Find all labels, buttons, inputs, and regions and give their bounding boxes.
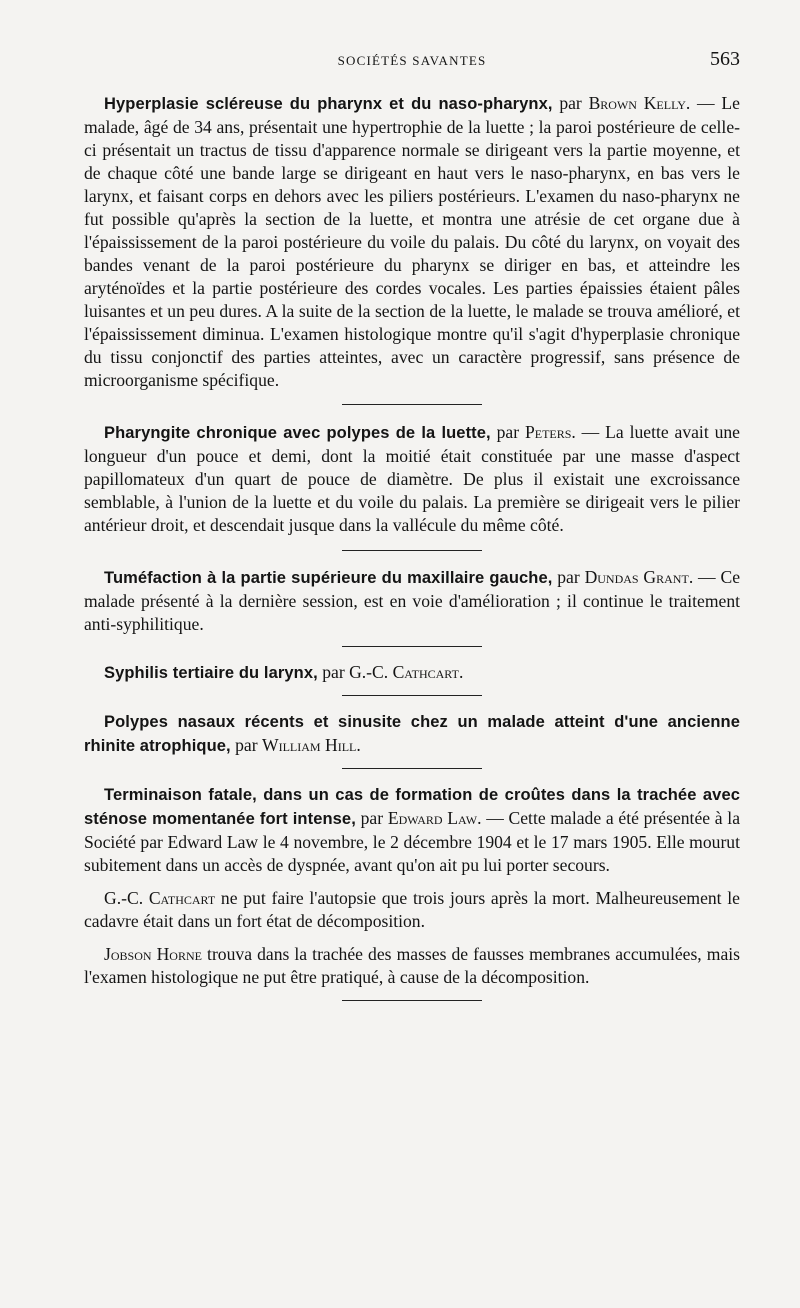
section-divider [342, 646, 482, 647]
section-paragraph [84, 661, 740, 685]
author-name: Brown Kelly [588, 93, 686, 113]
section-paragraph [84, 421, 740, 537]
by-text: par [490, 422, 525, 442]
section-body: . — Le malade, âgé de 34 ans, présentait une hypertrophie de la luette ; la paroi postérieure de celle-ci présentait un tractus de tissu d'apparence normale se dirigeant vers la partie moyenne, et de chaque côté une bande large se dirigeant en haut vers le naso-pharynx, en bas vers le larynx, et faisant corps en dehors avec les piliers postérieurs. L'examen du naso-pharynx ne fut possible qu'après la section de la luette, et montra une atrésie de cet organe due à l'épaississement de la paroi postérieure du voile du palais. Du côté du larynx, on voyait des bandes venant de la paroi postérieure du pharynx se diriger en bas, et atteindre les aryténoïdes et la partie postérieure des cordes vocales. Les parties épaissies étaient pâles luisantes et un peu dures. A la suite de la section de la luette, le malade se trouva amélioré, et l'épaississement diminua. L'examen histologique montre qu'il s'agit d'hyperplasie chronique du tissu conjonctif des parties atteintes, avec un caractère progressif, sans présence de microorganisme spécifique. [84, 93, 740, 390]
section-hyperplasie [84, 92, 740, 392]
section-divider [342, 550, 482, 551]
by-text: par [230, 735, 262, 755]
section-title: Syphilis tertiaire du larynx, [104, 664, 318, 682]
section-paragraph [84, 887, 740, 933]
section-polypes [84, 710, 740, 758]
section-paragraph [84, 783, 740, 877]
section-body: trouva dans la trachée des masses de fausses membranes accumulées, mais l'examen histologique ne put être pratiqué, à cause de la décomposition. [84, 944, 740, 987]
section-divider [342, 768, 482, 769]
by-text: par [355, 808, 388, 828]
author-name: Edward Law [387, 808, 478, 828]
section-body: . [356, 735, 361, 755]
author-name: Peters [524, 422, 572, 442]
author-name: G.-C. Cathcart [104, 888, 216, 908]
section-body: . — Cette malade a été présentée à la Société par Edward Law le 4 novembre, le 2 décembre 1904 et le 17 mars 1905. Elle mourut subitement dans un accès de dyspnée, avant qu'on ait pu lui porter secours. [84, 808, 741, 875]
section-title: Hyperplasie scléreuse du pharynx et du naso-pharynx, [104, 95, 553, 113]
author-name: G.-C. Cathcart [349, 662, 459, 682]
section-title: Polypes nasaux récents et sinusite chez un malade atteint d'une ancienne rhinite atrophique, [84, 713, 740, 755]
author-name: Dundas Grant [584, 567, 689, 587]
section-paragraph [84, 943, 740, 989]
section-paragraph [84, 566, 740, 636]
page-number: 563 [710, 48, 740, 70]
section-divider [342, 695, 482, 696]
section-title: Tuméfaction à la partie supérieure du maxillaire gauche, [104, 569, 553, 587]
by-text: par [552, 93, 589, 113]
page-content [84, 92, 740, 1001]
section-divider [342, 1000, 482, 1001]
page-header [84, 48, 740, 78]
author-name: Jobson Horne [104, 944, 202, 964]
by-text: par [317, 662, 350, 682]
section-body: ne put faire l'autopsie que trois jours après la mort. Malheureusement le cadavre était dans un fort état de décomposition. [84, 888, 740, 931]
section-tumefaction [84, 566, 740, 636]
section-body: . — Ce malade présenté à la dernière session, est en voie d'amélioration ; il continue le traitement anti-syphilitique. [84, 567, 740, 634]
by-text: par [552, 567, 585, 587]
section-paragraph [84, 710, 740, 758]
section-pharyngite [84, 421, 740, 537]
section-syphilis [84, 661, 740, 685]
section-paragraph [84, 92, 740, 392]
section-body: . [458, 662, 464, 682]
author-name: William Hill [262, 735, 357, 755]
section-body: . — La luette avait une longueur d'un pouce et demi, dont la moitié était constituée par une masse d'aspect papillomateux d'un quart de pouce de diamètre. De plus il existait une excroissance semblable, à l'union de la luette et du voile du palais. La première se dirigeait vers le pilier antérieur droit, et descendait jusque dans la vallécule du même côté. [84, 422, 740, 535]
section-divider [342, 404, 482, 405]
running-head: SOCIÉTÉS SAVANTES [337, 53, 487, 68]
section-title: Terminaison fatale, dans un cas de formation de croûtes dans la trachée avec sténose momentanée fort intense, [84, 786, 740, 828]
section-terminaison [84, 783, 740, 989]
section-title: Pharyngite chronique avec polypes de la luette, [104, 424, 491, 442]
